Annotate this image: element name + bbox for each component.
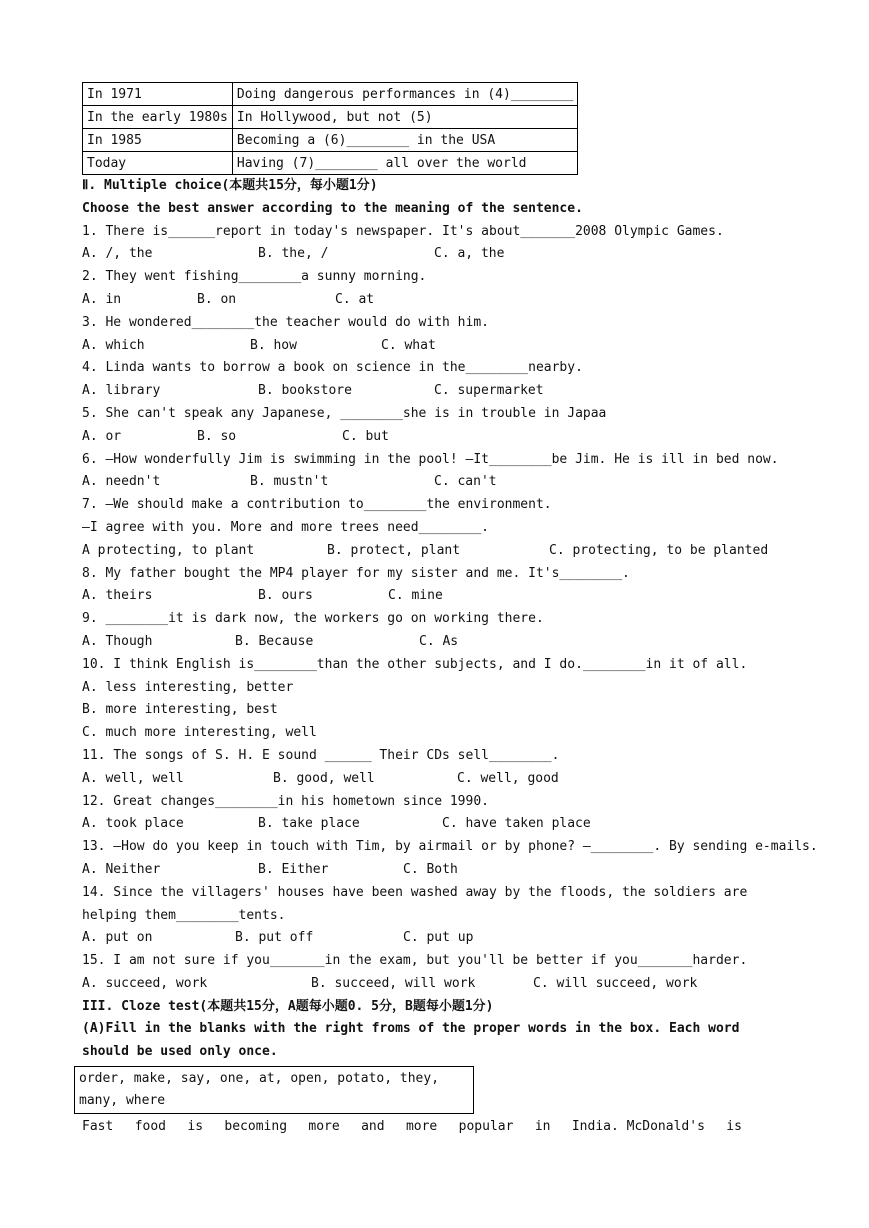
table-row bbox=[83, 106, 578, 129]
options-11 bbox=[82, 768, 792, 791]
passage-word: food bbox=[134, 1119, 166, 1135]
question-9: 9. ________it is dark now, the workers go on working there. bbox=[82, 611, 544, 627]
option-a: A. which bbox=[82, 337, 145, 353]
option-b: B. more interesting, best bbox=[82, 702, 278, 718]
option-b: B. Because bbox=[235, 633, 314, 649]
option-a: A protecting, to plant bbox=[82, 542, 255, 558]
question-8: 8. My father bought the MP4 player for my sister and me. It's________. bbox=[82, 565, 630, 581]
question-4: 4. Linda wants to borrow a book on science in the________nearby. bbox=[82, 360, 583, 376]
timeline-event: Having (7)________ all over the world bbox=[232, 152, 578, 175]
option-c: C. mine bbox=[388, 588, 443, 604]
option-b: B. ours bbox=[258, 588, 313, 604]
timeline-event: In Hollywood, but not (5) bbox=[232, 106, 578, 129]
timeline-year: Today bbox=[83, 152, 233, 175]
option-c: C. a, the bbox=[434, 246, 505, 262]
passage-word: in bbox=[534, 1119, 551, 1135]
options-8 bbox=[82, 585, 792, 608]
option-a: A. took place bbox=[82, 816, 184, 832]
option-a: A. in bbox=[82, 291, 122, 307]
worksheet-page bbox=[79, 82, 818, 1139]
options-7 bbox=[82, 540, 792, 563]
option-a: A. well, well bbox=[82, 770, 184, 786]
question-12: 12. Great changes________in his hometown since 1990. bbox=[82, 793, 489, 809]
question-3: 3. He wondered________the teacher would do with him. bbox=[82, 314, 489, 330]
option-b: B. good, well bbox=[273, 770, 375, 786]
options-5 bbox=[82, 426, 792, 449]
option-c: C. well, good bbox=[457, 770, 559, 786]
option-b: B. protect, plant bbox=[327, 542, 461, 558]
question-13: 13. —How do you keep in touch with Tim, by airmail or by phone? —________. By sending e-mails. bbox=[82, 839, 818, 855]
option-a: A. /, the bbox=[82, 246, 153, 262]
option-c: C. supermarket bbox=[434, 383, 544, 399]
word-box: order, make, say, one, at, open, potato, they, many, where bbox=[74, 1066, 474, 1114]
option-b: B. bookstore bbox=[258, 383, 352, 399]
option-c: C. protecting, to be planted bbox=[549, 542, 769, 558]
option-a: A. put on bbox=[82, 930, 153, 946]
question-6: 6. —How wonderfully Jim is swimming in the pool! —It________be Jim. He is ill in bed now. bbox=[82, 451, 779, 467]
options-3 bbox=[82, 335, 792, 358]
options-15 bbox=[82, 973, 792, 996]
question-1: 1. There is______report in today's newspaper. It's about_______2008 Olympic Games. bbox=[82, 223, 724, 239]
options-9 bbox=[82, 631, 792, 654]
passage-word: and bbox=[361, 1119, 385, 1135]
options-14 bbox=[82, 927, 792, 950]
option-b: B. put off bbox=[235, 930, 314, 946]
question-15: 15. I am not sure if you_______in the exam, but you'll be better if you_______harder. bbox=[82, 953, 748, 969]
option-c: C. As bbox=[419, 633, 459, 649]
option-c: C. much more interesting, well bbox=[82, 725, 317, 741]
passage-word: more bbox=[405, 1119, 438, 1135]
option-a: A. less interesting, better bbox=[82, 679, 294, 695]
options-12 bbox=[82, 813, 792, 836]
timeline-year: In 1971 bbox=[83, 83, 233, 106]
section-2-instruction: Choose the best answer according to the meaning of the sentence. bbox=[82, 200, 583, 216]
option-b: B. mustn't bbox=[250, 474, 329, 490]
options-4 bbox=[82, 380, 792, 403]
option-c: C. will succeed, work bbox=[533, 975, 698, 991]
option-c: C. but bbox=[342, 428, 389, 444]
timeline-event: Becoming a (6)________ in the USA bbox=[232, 129, 578, 152]
section-3-instruction: (A)Fill in the blanks with the right froms of the proper words in the box. Each word should be used only once. bbox=[82, 1021, 740, 1060]
timeline-year: In the early 1980s bbox=[83, 106, 233, 129]
option-a: A. library bbox=[82, 383, 161, 399]
options-2 bbox=[82, 289, 792, 312]
passage-first-line bbox=[82, 1116, 742, 1139]
question-11: 11. The songs of S. H. E sound ______ Their CDs sell________. bbox=[82, 747, 560, 763]
option-a: A. theirs bbox=[82, 588, 153, 604]
passage-word: Fast bbox=[82, 1119, 114, 1135]
passage-word: is bbox=[187, 1119, 204, 1135]
option-b: B. so bbox=[197, 428, 237, 444]
option-c: C. can't bbox=[434, 474, 497, 490]
options-13 bbox=[82, 859, 792, 882]
passage-word: India. McDonald's bbox=[571, 1119, 705, 1135]
passage-word: popular bbox=[458, 1119, 514, 1135]
option-c: C. Both bbox=[403, 861, 458, 877]
option-c: C. put up bbox=[403, 930, 474, 946]
option-b: B. on bbox=[197, 291, 237, 307]
section-3-title: III. Cloze test(本题共15分，A题每小题0. 5分，B题每小题1分) bbox=[82, 998, 494, 1014]
option-b: B. take place bbox=[258, 816, 360, 832]
table-row bbox=[83, 152, 578, 175]
options-1 bbox=[82, 243, 792, 266]
question-7-reply: —I agree with you. More and more trees need________. bbox=[82, 519, 489, 535]
option-a: A. Neither bbox=[82, 861, 161, 877]
timeline-year: In 1985 bbox=[83, 129, 233, 152]
passage-word: more bbox=[308, 1119, 340, 1135]
option-b: B. the, / bbox=[258, 246, 329, 262]
option-a: A. succeed, work bbox=[82, 975, 208, 991]
option-b: B. Either bbox=[258, 861, 329, 877]
option-b: B. succeed, will work bbox=[311, 975, 476, 991]
option-c: C. have taken place bbox=[442, 816, 591, 832]
option-b: B. how bbox=[250, 337, 297, 353]
question-5: 5. She can't speak any Japanese, ________she is in trouble in Japaa bbox=[82, 405, 607, 421]
table-row bbox=[83, 83, 578, 106]
section-2-title: Ⅱ. Multiple choice(本题共15分，每小题1分) bbox=[82, 178, 378, 193]
option-c: C. what bbox=[381, 337, 436, 353]
options-6 bbox=[82, 471, 792, 494]
passage-word: becoming bbox=[224, 1119, 288, 1135]
option-c: C. at bbox=[335, 291, 375, 307]
table-row bbox=[83, 129, 578, 152]
option-a: A. or bbox=[82, 428, 122, 444]
timeline-table bbox=[82, 82, 578, 175]
passage-word: is bbox=[726, 1119, 742, 1135]
question-14: 14. Since the villagers' houses have been washed away by the floods, the soldiers are helping them________tents. bbox=[82, 884, 748, 923]
question-7: 7. —We should make a contribution to________the environment. bbox=[82, 497, 552, 513]
question-2: 2. They went fishing________a sunny morning. bbox=[82, 269, 427, 285]
option-a: A. needn't bbox=[82, 474, 161, 490]
option-a: A. Though bbox=[82, 633, 153, 649]
timeline-event: Doing dangerous performances in (4)________ bbox=[232, 83, 578, 106]
question-10: 10. I think English is________than the other subjects, and I do.________in it of all. bbox=[82, 656, 748, 672]
